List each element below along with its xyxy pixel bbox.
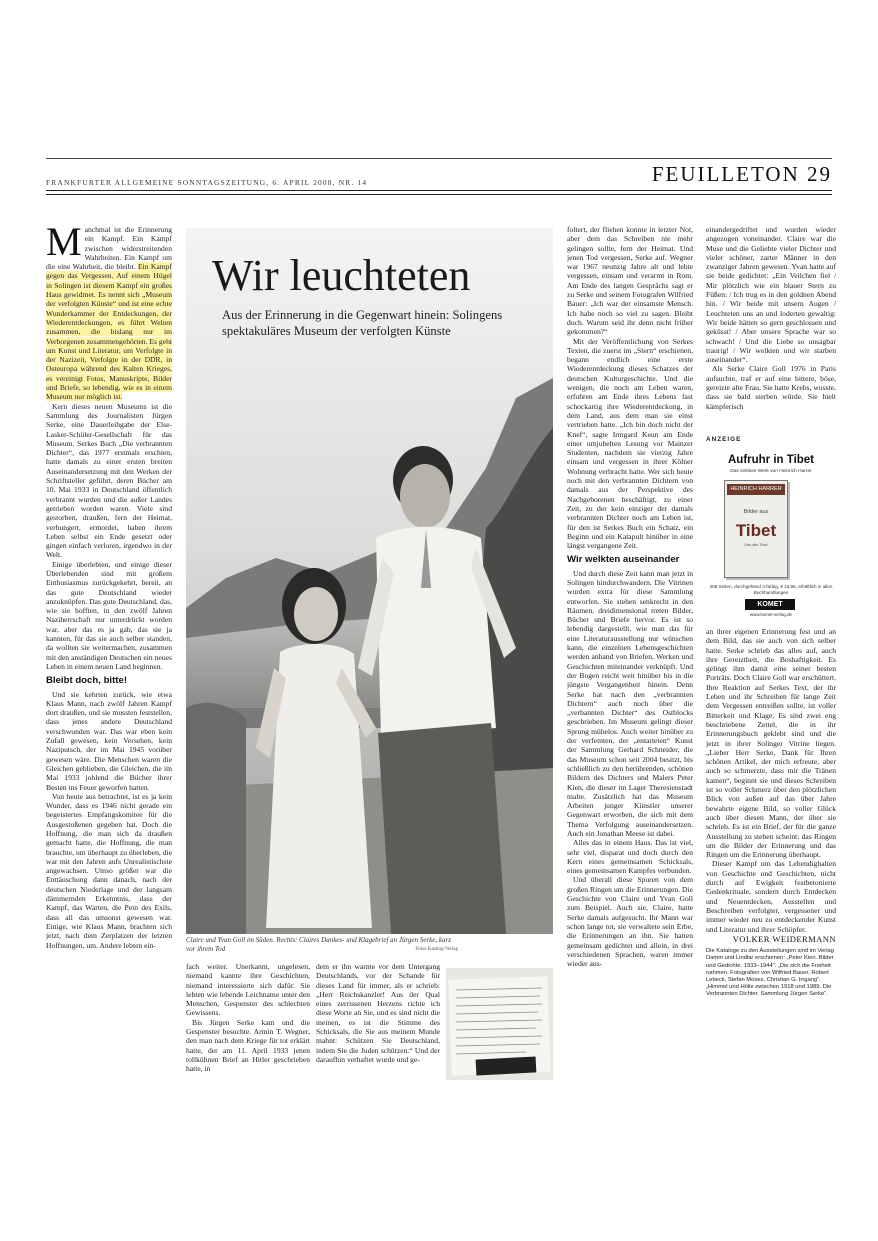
lead-paragraph — [46, 225, 172, 402]
column-4 — [567, 225, 693, 1081]
ad-subtitle: Das zeitlose Werk von Heinrich Harrer — [730, 469, 812, 474]
book-cover — [724, 480, 788, 578]
paragraph: Dieser Kampf um das Lebendighalten von Geschichte und Geschichten, nicht durch auf Ewigkeit festbetonierte Gedenkrituale, sondern durch Entdecken und Neuentdecken, Ausstellen und Beschreiben verfolgter, vergessener und immer wieder neu zu entdeckender Kunst und Literatur und ihrer Schöpfer. — [706, 859, 836, 934]
paragraph: Alles das in einem Haus. Das ist viel, sehr viel, disparat und doch durch den Kern eines gemeinsamen Schicksals, eines gemeinsamen Kampfes verbunden. — [567, 838, 693, 876]
lead-text: anchmal ist die Erinnerung ein Kampf. Ein Kampf zwischen widerstreitenden Wahrheiten. Ein Kampf um die eine Wahrheit, die bleibt. — [46, 225, 172, 272]
paragraph: dem er ihn warnte vor dem Untergang Deutschlands, vor der Schande für dieses Land für immer, als er schrieb: „Herr Reichskanzler! Aus der Qual eines zerrissenen Herzens richte ich diese Worte an Sie, und es sind nicht die meinen, es ist die Stimme des Schicksals, die Sie aus meinem Munde mahnt: Schützen Sie Deutschland, indem Sie die Juden schützen.“ Und der daraufhin verhaftet wurde und ge- — [316, 962, 440, 1064]
ad-details: 208 Seiten, durchgehend 2-farbig, € 16,95, erhältlich in allen Buchhandlungen — [709, 584, 833, 595]
column-1 — [46, 225, 172, 1081]
paragraph: foltert, der fliehen konnte in letzter Not, aber dem das Schreiben nie mehr gelingen sollte, fern der Heimat. Und jenen Tod vergessen, Serke auf. Wegner war 1967 neunzig Jahre alt und lebte vergessen, einsam und verarmt in Rom. Am Ende des langen Gesprächs sagt er zu Serke und seinem Fotografen Wilfried Bauer: „Ich war der einsamste Mensch. Ich habe noch so viel zu sagen. Bleibt doch. Warum seid ihr denn nicht früher gekommen?“ — [567, 225, 693, 337]
publisher-url[interactable]: www.komet-verlag.de — [750, 612, 792, 617]
publisher-logo: KOMET — [745, 599, 795, 610]
paragraph: Mit der Veröffentlichung von Serkes Texten, die zuerst im „Stern“ erschienen, begann endlich eine erste Wiederentdeckung dieses Schatzes der deutschen Kulturgeschichte. Und die wenigen, die noch am Leben waren, erfuhren am Ende ihres Lebens fast schockartig ihre Wiederentdeckung, in dem Land, aus dem man sie einst vertrieben hatte. „Ich bin doch nicht der Knef“, sagte Irmgard Keun am Ende einer umjubelten Lesung vor Mainzer Studenten, nachdem sie vierzig Jahre einsam und vergessen in ihrer Kölner Wohnung verbracht hatte. Wer sich heute noch mit den verbrannten Dichtern von damals aus der Perspektive des Nachgeborenen beschäftigt, zu einer Zeit, zu der kein einziger der damals verbrannten Dichter noch am Leben ist, für den ist Serkes Buch ein Schatz, ein Beginn und ein Katapult hinüber in eine längst vergangene Zeit. — [567, 336, 693, 551]
subheading: Wir welkten auseinander — [567, 554, 680, 566]
drop-cap: M — [46, 225, 82, 264]
paragraph: Von heute aus betrachtet, ist es ja kein Wunder, dass es 1946 nicht gerade ein begeistertes Empfangskomitee für die Ausgestoßenen gegeben hat. Doch die Hoffnung, die man sich da draußen gemacht hatte, die Hoffnung, die man brauchte, um überhaupt zu überleben, die war mit den Jahren aufs Unrealistischste angewachsen. Umso größer war die Enttäuschung dann danach, nach der deutschen Niederlage und der langsam dämmernden Erkenntnis, dass der Kampf, das Warten, die Pein des Exils, dass all das umsonst gewesen war. Einige, wie Klaus Mann, brachten sich jetzt, nach dem Zerplatzen der letzten Hoffnungen, um. Andere lebten ein- — [46, 791, 172, 950]
paragraph: Als Serke Claire Goll 1976 in Paris aufsuchte, traf er auf eine bittere, böse, gereizte alte Frau. Sie hatte Krebs, wusste, dass sie bald sterben würde. Sie hielt kämpferisch — [706, 364, 836, 411]
paragraph: an ihrer eigenen Erinnerung fest und an dem Bild, das sie auch von sich selber hatte. Serke schrieb das alles auf, auch ihre Gereiztheit, die Boshaftigkeit. Es gelingt ihm damit eine seiner besten Porträts. Doch Claire Goll war erschüttert. Ihre Reaktion auf Serkes Text, der ihr Leben und ihr Schreiben für lange Zeit dem Vergessen entreißen sollte, ist voller Bitterkeit und Klage. Es sind zwei eng beschriebene Zettel, die in ihr Erinnerungsbuch geklebt sind und die jetzt in ihrer Solinger Vitrine liegen. „Lieber Herr Serke, Dank für Ihren schönen Artikel, der mich erfreute, aber auch so schmerzte, dass mir die Tränen kamen“, beginnt sie und dieses Schreiben ist so voller Schmerz über den plötzlichen Blick von außen auf das über Jahre bewahrte eigene Bild, so voller Glück auch über diesen Mann, der über sie schrieb. Es ist ein Brief, der für die ganze Ausstellung zu stehen scheint: das Ringen um die Bilder der Erinnerung und das Ringen um die Erinnerung überhaupt. — [706, 627, 836, 860]
paragraph: Bis Jürgen Serke kam und die Gespenster besuchte. Armin T. Wegner, den man nach dem Kriege für tot erklärt hatte, der am 11. April 1933 jenen tollkühnen Brief an Hitler geschrieben hatte, in — [186, 1017, 310, 1074]
masthead: FRANKFURTER ALLGEMEINE SONNTAGSZEITUNG, 6. APRIL 2008, NR. 14 — [46, 178, 368, 187]
paragraph: Einige überlebten, und einige dieser Überlebenden sind mit großem Enthusiasmus zurückgekehrt, bereit, an das gute Deutschland wieder anzuknüpfen. Das gute Deutschland, das, wie sie hofften, in den zwölf Jahren Naziherrschaft nur unterdrückt worden war, aber das es ja gab, das sie ja kannten, für das sie auch selber standen, da wollten sie weitermachen, zusammen mit den anständigen Deutschen ein neues Leben in einem neuen Land beginnen. — [46, 559, 172, 671]
book-subtitle: Das alte Tibet — [744, 543, 768, 547]
section-rule-thin — [46, 194, 832, 195]
paragraph: Und überall diese Spuren von dem großen Ringen um die Erinnerungen. Die Geschichte von Claire und Yvan Goll zum Beispiel. Auch sie, Claire, hatte Serke damals aufgesucht. Ihr Mann war schon lange tot, sie verwaltete sein Erbe, die Erinnerungen an ihn. Sie hatten gemeinsam gedichtet und allein, in drei verschiedenen Sprachen, waren immer wieder aus- — [567, 875, 693, 969]
paragraph: fach weiter. Unerkannt, ungelesen, niemand kannte ihre Geschichten, niemand interessierte sich dafür. Sie lebten wie lebende Leichname unter den Menschen, Gespenster des schlechten Gewissens. — [186, 962, 310, 1018]
book-small-title: Bilder aus — [743, 509, 769, 515]
paragraph: Kern dieses neuen Museums ist die Sammlung des Journalisten Jürgen Serke, eine Dauerleihgabe der Else-Lasker-Schüler-Gesellschaft für das Museum. Serkes Buch „Die verbrannten Dichter“, das 1977 erstmals erschien, hatte damals zu einer ersten breiten Auseinandersetzung mit den Werken der Schriftsteller geführt, deren Bücher am 10. Mai 1933 in Deutschland öffentlich verbrannt wurden und die außer Landes getrieben worden waren. Viele sind gestorben, draußen, fern der Heimat, verhungert, ermordet, haben ihrem Leben selbst ein Ende gesetzt oder gingen einfach verloren, irgendwo in der Welt. — [46, 401, 172, 560]
column-2 — [186, 962, 310, 1082]
paragraph: Und durch diese Zeit kann man jetzt in Solingen hindurchwandern. Die Vitrinen wurden extra für diese Sammlung entworfen. Sie stehen senkrecht in den Räumen, dreidimensional treten Bilder, Bücher und Briefe hervor. Es ist so lebendig dargestellt, wie man das für eine Literaturausstellung nur wünschen kann, die einzelnen Lebensgeschichten werden anhand von Briefen, Werken und Geschichten miteinander verknüpft. Und der Bogen reicht weit hinüber bis in die jüngste Vergangenheit hinein. Denn Serke hat nach den „verbrannten Dichtern“ auch noch über die „verbannten Dichter“ des Ostblocks geschrieben. Im Museum gelingt dieser Sprung mühelos. Auch weiter hinüber zu der verfemten, der „entarteten“ Kunst der Sammlung Gerhard Schneider, die das Museum schon seit 2004 besitzt, bis schließlich zu den berührenden, schönen Bildern des Dichters und Malers Peter Kien, die dieser im Lager Theresienstadt malte. Zusätzlich hat das Museum Arbeiten junger Künstler unserer Gegenwart erworben, die sich mit dem Thema Verfolgung auseinandersetzen. Auch ein Jonathan Meese ist dabei. — [567, 568, 693, 838]
ad-title: Aufruhr in Tibet — [727, 454, 815, 466]
author-byline: VOLKER WEIDERMANN — [732, 933, 836, 944]
photo-credit: Fotos Katalog/Verlag — [415, 947, 458, 952]
top-rule — [46, 158, 832, 159]
column-5-top — [706, 225, 836, 427]
photo-caption: Claire und Yvan Goll im Süden. Rechts: Claires Dankes- und Klagebrief an Jürgen Serke, kurz vor ihrem Tod — [186, 936, 451, 953]
column-5-bottom — [706, 627, 836, 1097]
letter-thumbnail — [446, 968, 553, 1080]
highlighted-text: Ein Kampf gegen das Vergessen. Auf einem Hügel in Solingen ist diesem Kampf ein großes Haus gewidmet. Es nennt sich „Museum der verfolgten Künste“ und ist eine echte Wunderkammer der Entdeckungen, der Wiederentdeckungen, es führt Welten zusammen, die bislang nur im Verborgenen zusammengehörten. Es geht um Kunst und Literatur, um Verfolgte in der Nazizeit, Verfolgte in der DDR, in Osteuropa während des Kalten Krieges, es vereinigt Fotos, Manuskripte, Bilder und Briefe, so lebendig, wie es in einem Museum nur möglich ist. — [46, 262, 172, 402]
paragraph: einandergedriftet und wurden wieder angezogen voneinander. Claire war die Muse und die Geliebte vieler Dichter und vieler schöner, zarter Männer in den zwanziger Jahren gewesen. Yvan hatte auf sie beide gedichtet: „Ein Veilchen fiel / Mir plötzlich wie ein blauer Stern zu Füßen: / Ich trug es in den goldnen Abend hin. / Wir beide mit unsern Augen / Leuchteten uns an und loderten gewaltig: Wir beide hätten so gern geschlossen und geküsst! / Aber unsere Sprache war so schwach! / Und die Liebe so unsagbar traurig! / Wir welkten und wir starben auseinander“. — [706, 225, 836, 365]
section-title: FEUILLETON 29 — [651, 162, 832, 186]
book-author: HEINRICH HARRER — [727, 484, 785, 495]
paragraph: Und sie kehrten zurück, wie etwa Klaus Mann, nach zwölf Jahren Kampf dort draußen, und sie mussten feststellen, dass jenes andere Deutschland verschwunden war. Das war eben kein Zufall gewesen, kein Versehen, kein Naziputsch, der im Mai 1945 vorüber gewesen wäre. Die Menschen waren die Gleichen geblieben, die Gleichen, die im Mai 1933 johlend die Bücher ihrer Besten ins Feuer geworfen hatten. — [46, 689, 172, 792]
ad-label: ANZEIGE — [706, 436, 742, 443]
deck: Aus der Erinnerung in die Gegenwart hinein: Solingens spektakuläres Museum der verfolgten Künste — [222, 308, 503, 338]
handwritten-letter-image — [446, 968, 553, 1080]
section-rule — [46, 190, 832, 191]
book-title: Tibet — [735, 521, 777, 540]
catalog-note: Die Kataloge zu den Ausstellungen sind im Verlag Damm und Lindlar erschienen: „Peter Kien. Bilder und Gedichte. 1933–1944“. „Die sich die Freiheit nahmen. Fotografien von Wilfried Bauer, Robert Lebeck, Stefan Moses, Christian G. Irrgang“. „Himmel und Hölle zwischen 1918 und 1989. Die Verbrannten Dichter. Sammlung Jürgen Serke“. — [706, 948, 834, 998]
headline: Wir leuchteten — [212, 251, 471, 300]
subheading: Bleibt doch, bitte! — [46, 675, 128, 687]
column-3 — [316, 962, 440, 1082]
